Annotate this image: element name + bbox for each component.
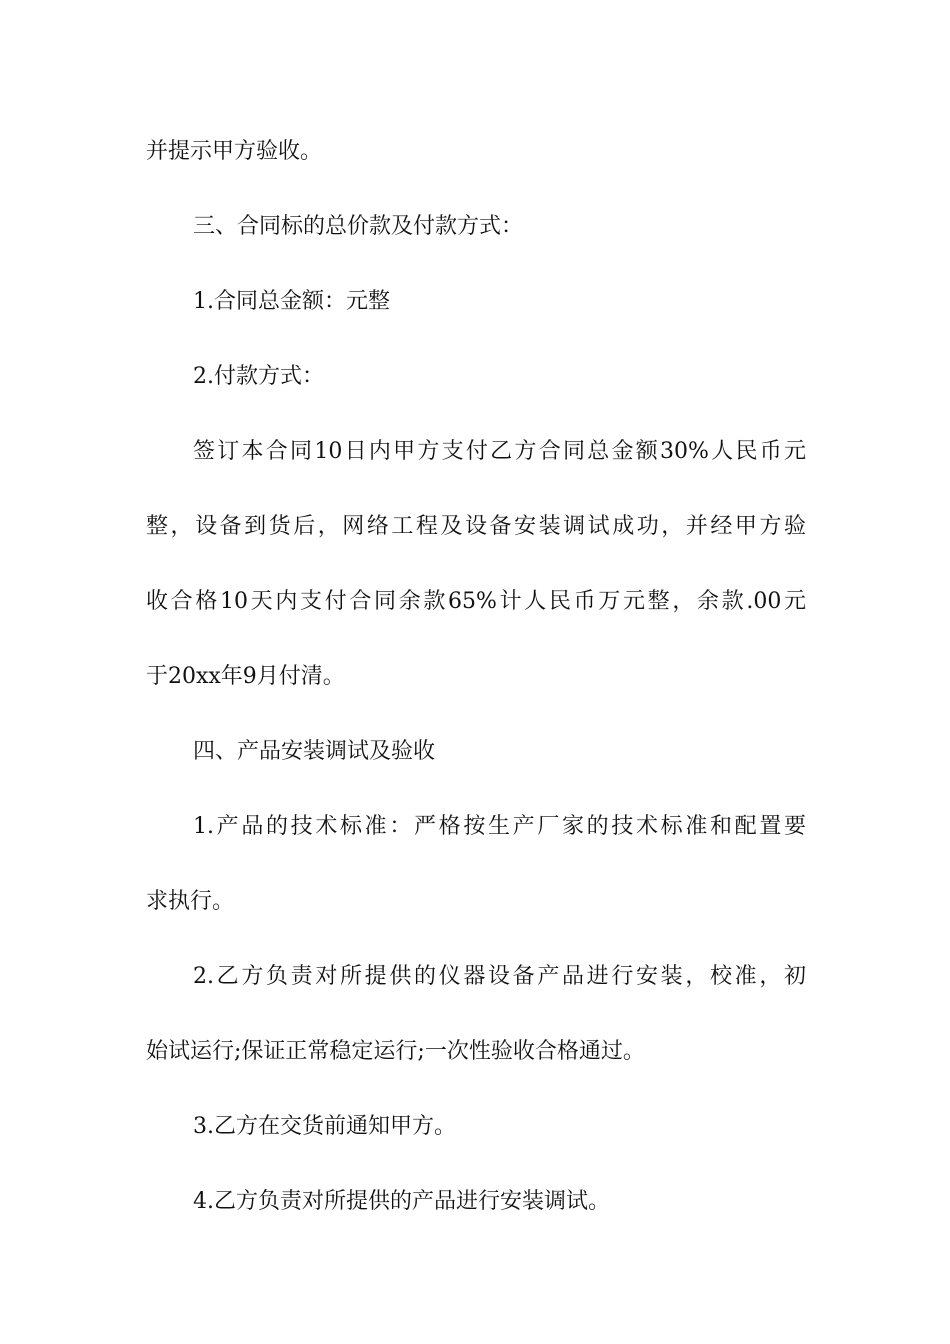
paragraph-line: 3.乙方在交货前通知甲方。	[193, 1114, 456, 1139]
paragraph-line: 并提示甲方验收。	[146, 139, 323, 164]
paragraph-line: 整，设备到货后，网络工程及设备安装调试成功，并经甲方验	[146, 514, 806, 539]
paragraph-line: 1.产品的技术标准：严格按生产厂家的技术标准和配置要	[193, 814, 806, 839]
paragraph-line: 签订本合同10日内甲方支付乙方合同总金额30%人民币元	[193, 439, 806, 464]
paragraph-line: 于20xx年9月付清。	[146, 664, 345, 689]
paragraph-line: 1.合同总金额：元整	[193, 289, 390, 314]
section-heading-payment: 三、合同标的总价款及付款方式：	[193, 214, 524, 239]
paragraph-line: 始试运行;保证正常稳定运行;一次性验收合格通过。	[146, 1039, 645, 1064]
paragraph-line: 4.乙方负责对所提供的产品进行安装调试。	[193, 1189, 610, 1214]
section-heading-installation: 四、产品安装调试及验收	[193, 739, 436, 764]
paragraph-line: 2.付款方式：	[193, 364, 324, 389]
paragraph-line: 求执行。	[146, 889, 235, 914]
paragraph-line: 2.乙方负责对所提供的仪器设备产品进行安装，校准，初	[193, 964, 806, 989]
paragraph-line: 收合格10天内支付合同余款65%计人民币万元整，余款.00元	[146, 589, 806, 614]
